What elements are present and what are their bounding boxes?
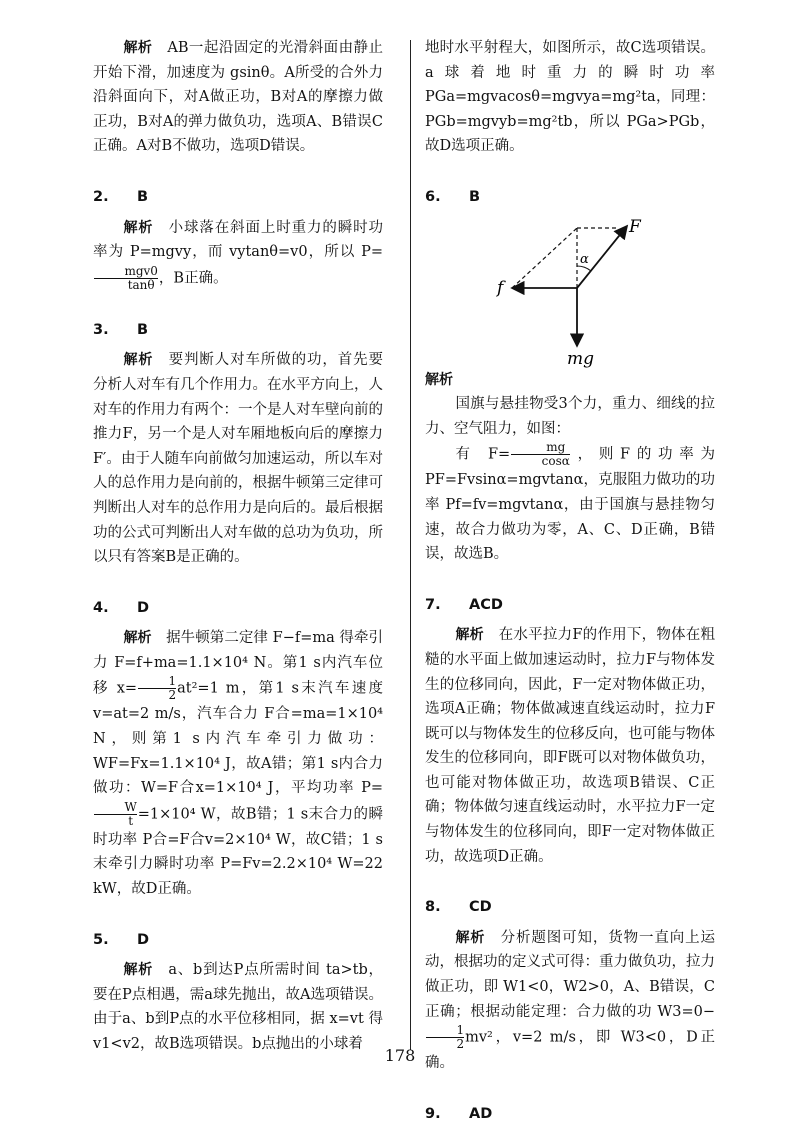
q3-answer: B <box>137 321 149 338</box>
label-f: f <box>497 277 504 298</box>
q2-answer: B <box>137 188 149 205</box>
q6-answer: B <box>469 188 481 205</box>
q5-analysis-cont: 地时水平射程大，如图所示，故C选项错误。a球着地时重力的瞬时功率 PGa=mgvacosθ=mgvya=mg²ta，同理：PGb=mgvyb=mg²tb，所以 PGa>PGb，故D选项正确。 <box>425 40 715 155</box>
q7-analysis: 解析 在水平拉力F的作用下，物体在粗糙的水平面上做加速运动时，拉力F与物体发生的位移同向，因此，F一定对物体做正功，选项A正确；物体做减速直线运动时，拉力F既可以与物体发生的位移反向，也可能与物体发生的位移同向，即F既可以对物体做负功，也可能对物体做正功，故选项B错误、C正确；物体做匀速直线运动时，水平拉力F一定与物体发生的位移同向，即F一定对物体做正功，故选项D正确。 <box>425 627 716 865</box>
q4-analysis: 解析 据牛顿第二定律 F−f=ma 得牵引力 F=f+ma=1.1×10⁴ N。第1 s内汽车位移 x= $\frac{1}{2}$ at²=1 m，第1 s末汽车速度 v=at=2 m/s，汽车合力 F合=ma=1×10⁴ N，则第1 s内汽车牵引力做功：WF=Fx=1.1×10⁴ J，故A错；第1 s内合力做功：W=F合x=1×10⁴ J，平均功率 P= $\frac{W}{t}$ =1×10⁴ W，故B错；1 s末合力的瞬时功率 P合=F合v=2×10⁴ W，故C错；1 s末牵引力瞬时功率 P=Fv=2.2×10⁴ W=22 kW，故D正确。 <box>93 630 384 898</box>
q8-analysis: 解析 分析题图可知，货物一直向上运动，根据功的定义式可得：重力做负功，拉力做正功，即 W1<0，W2>0，A、B错误，C正确；根据动能定理：合力做的功 W3=0− $\frac{1}{2}$ mv²，v=2 m/s，即 W3<0，D正确。 <box>425 929 716 1072</box>
q9-heading: 9. AD <box>425 1105 493 1122</box>
q8-heading: 8. CD <box>425 899 492 916</box>
label-F: F <box>629 217 641 237</box>
left-column <box>93 36 383 1057</box>
page-number: 178 <box>384 1046 416 1065</box>
q5-analysis: 解析 a、b到达P点所需时间 ta>tb，要在P点相遇，需a球先抛出，故A选项错误。由于a、b到P点的水平位移相同，据 x=vt 得 v1<v2，故B选项错误。b点抛出的小球着 <box>93 962 384 1052</box>
q7-answer: ACD <box>469 596 503 613</box>
q4-answer: D <box>137 599 150 616</box>
q6-analysis-1: 国旗与悬挂物受3个力，重力、细线的拉力、空气阻力，如图： <box>425 396 715 437</box>
fraction: $\frac{1}{2}$ <box>426 1024 464 1051</box>
right-column <box>425 36 715 1132</box>
fraction: $\frac{W}{t}$ <box>94 801 137 828</box>
q2-analysis: 解析 小球落在斜面上时重力的瞬时功率为 P=mgvy，而 vytanθ=v0，所以 P= $\frac{\text{mgv0}}{\tan\theta}$ ，B正确。 <box>93 219 384 292</box>
force-diagram <box>477 218 707 368</box>
q9-answer: AD <box>469 1105 493 1122</box>
q5-heading: 5. D <box>93 931 150 948</box>
q5-answer: D <box>137 931 150 948</box>
column-divider <box>410 40 411 1050</box>
fraction: $\frac{1}{2}$ <box>138 675 176 702</box>
q3-heading: 3. B <box>93 321 149 338</box>
q4-heading: 4. D <box>93 599 150 616</box>
q6-analysis-2: 有 F= $\frac{mg}{\cos\alpha}$ ，则F的功率为 PF=Fvsinα=mgvtanα，克服阻力做功的功率 Pf=fv=mgvtanα，由于国旗与悬挂物匀速，故合力做功为零，A、C、D正确，B错误，故选B。 <box>425 440 716 563</box>
label-alpha: α <box>580 251 589 267</box>
fraction: $\frac{\text{mgv0}}{\tan\theta}$ <box>94 265 158 292</box>
q6-analysis-label: 解析 <box>425 371 453 388</box>
q1-analysis: 解析 AB一起沿固定的光滑斜面由静止开始下滑，加速度为 gsinθ。A所受的合外力沿斜面向下，对A做正功，B对A的摩擦力做正功，B对A的弹力做负功，选项A、B错误C正确。A对B不做功，选项D错误。 <box>93 40 383 155</box>
q3-analysis: 解析 要判断人对车所做的功，首先要分析人对车有几个作用力。在水平方向上，人对车的作用力有两个：一个是人对车壁向前的推力F，另一个是人对车厢地板向后的摩擦力 F′。由于人随车向前做匀加速运动，所以车对人的总作用力是向前的，根据牛顿第三定律可判断出人对车的总作用力是向后的。最后根据功的公式可判断出人对车做的总功为负功，所以只有答案B是正确的。 <box>93 352 384 566</box>
dashed-line <box>512 228 577 288</box>
fraction: $\frac{mg}{\cos\alpha}$ <box>511 441 570 468</box>
label-mg: mg <box>567 348 595 368</box>
analysis-label: 解析 <box>123 40 153 56</box>
q6-heading: 6. B <box>425 188 481 205</box>
q8-answer: CD <box>469 899 492 916</box>
q7-heading: 7. ACD <box>425 596 503 613</box>
q2-heading: 2. B <box>93 188 149 205</box>
